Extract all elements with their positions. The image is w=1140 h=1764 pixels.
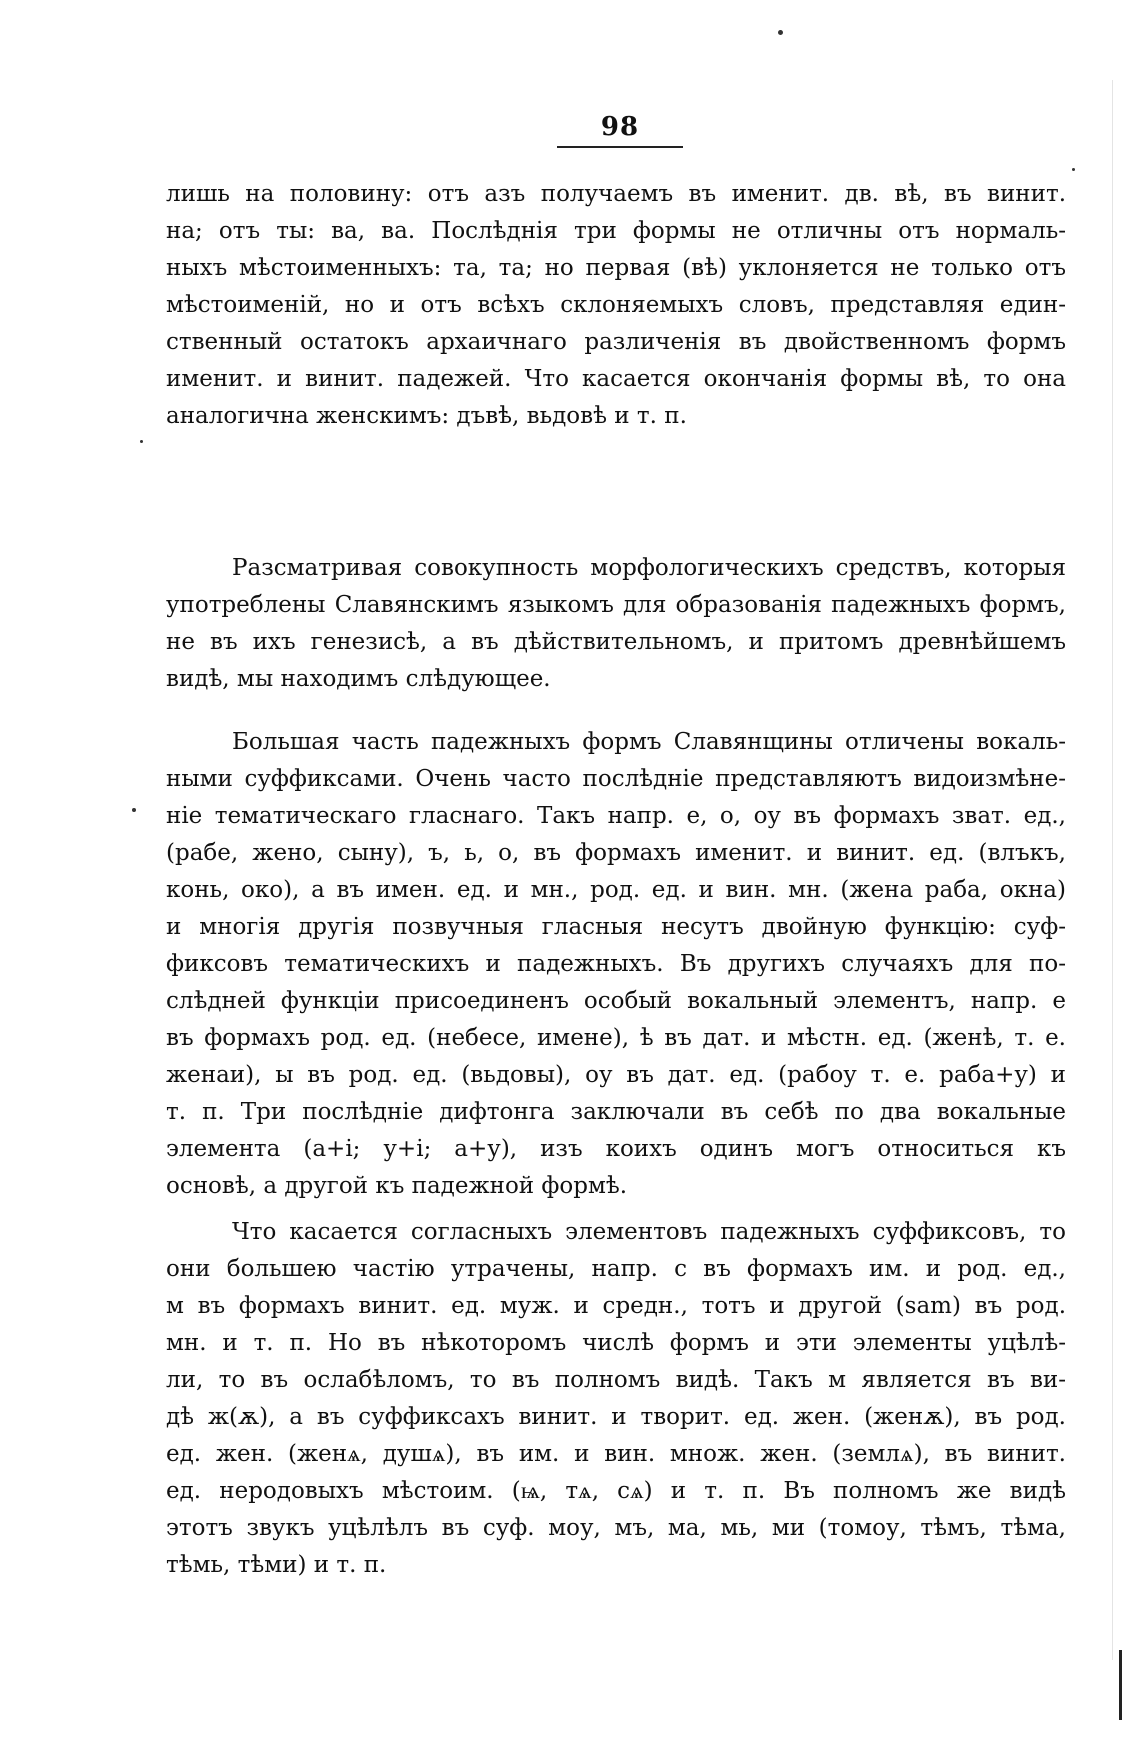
text-line: Разсматривая совокупность морфологическихъ средствъ, которыя	[232, 555, 1066, 581]
text-line: на; отъ ты: ва, ва. Послѣднія три формы не отличны отъ нормаль-	[166, 218, 1066, 244]
scan-shadow-line	[1112, 80, 1113, 1660]
text-line: женаи), ы въ род. ед. (вьдовы), оу въ дат. ед. (рабоу т. е. раба+у) и	[166, 1062, 1066, 1088]
text-line: ніе тематическаго гласнаго. Такъ напр. е, о, оу въ формахъ зват. ед.,	[166, 803, 1066, 829]
text-line: ед. неродовыхъ мѣстоим. (ѩ, тѧ, сѧ) и т. п. Въ полномъ же видѣ	[166, 1478, 1066, 1504]
text-line: Большая часть падежныхъ формъ Славянщины отличены вокаль-	[232, 729, 1066, 755]
text-line: тѣмь, тѣми) и т. п.	[166, 1552, 387, 1578]
scan-speck	[778, 30, 783, 35]
scan-speck	[132, 808, 136, 812]
text-line: конь, око), а въ имен. ед. и мн., род. ед. и вин. мн. (жена раба, окна)	[166, 877, 1066, 903]
text-line: этотъ звукъ уцѣлѣлъ въ суф. моу, мъ, ма, мь, ми (томоу, тѣмъ, тѣма,	[166, 1515, 1066, 1541]
text-line: аналогична женскимъ: дъвѣ, вьдовѣ и т. п.	[166, 403, 687, 429]
text-line: основѣ, а другой къ падежной формѣ.	[166, 1173, 628, 1199]
text-line: ли, то въ ослабѣломъ, то въ полномъ видѣ. Такъ м является въ ви-	[166, 1367, 1066, 1393]
paragraph-3	[166, 724, 1066, 1205]
text-line: слѣдней функціи присоединенъ особый вокальный элементъ, напр. е	[166, 988, 1066, 1014]
paragraph-1	[166, 176, 1066, 435]
text-line: фиксовъ тематическихъ и падежныхъ. Въ другихъ случаяхъ для по-	[166, 951, 1066, 977]
text-line: не въ ихъ генезисѣ, а въ дѣйствительномъ, и притомъ древнѣйшемъ	[166, 629, 1066, 655]
text-line: и многія другія позвучныя гласныя несутъ двойную функцію: суф-	[166, 914, 1066, 940]
text-line: ственный остатокъ архаичнаго различенія въ двойственномъ формъ	[166, 329, 1066, 355]
text-line: лишь на половину: отъ азъ получаемъ въ именит. дв. вѣ, въ винит.	[166, 181, 1066, 207]
page-number-rule	[557, 146, 683, 148]
text-line: ными суффиксами. Очень часто послѣдніе представляютъ видоизмѣне-	[166, 766, 1066, 792]
text-line: элемента (а+і; у+і; а+у), изъ коихъ одинъ могъ относиться къ	[166, 1136, 1066, 1162]
text-line: ед. жен. (женѧ, душѧ), въ им. и вин. множ. жен. (землѧ), въ винит.	[166, 1441, 1066, 1467]
text-line: ныхъ мѣстоименныхъ: та, та; но первая (вѣ) уклоняется не только отъ	[166, 255, 1066, 281]
text-line: видѣ, мы находимъ слѣдующее.	[166, 666, 551, 692]
text-line: мѣстоименій, но и отъ всѣхъ склоняемыхъ словъ, представляя един-	[166, 292, 1066, 318]
text-line: (рабе, жено, сыну), ъ, ь, о, въ формахъ именит. и винит. ед. (влъкъ,	[166, 840, 1066, 866]
paragraph-4	[166, 1214, 1066, 1584]
text-line: Что касается согласныхъ элементовъ падежныхъ суффиксовъ, то	[232, 1219, 1066, 1245]
text-line: въ формахъ род. ед. (небесе, имене), ѣ въ дат. и мѣстн. ед. (женѣ, т. е.	[166, 1025, 1066, 1051]
text-line: употреблены Славянскимъ языкомъ для образованія падежныхъ формъ,	[166, 592, 1066, 618]
paragraph-2	[166, 550, 1066, 698]
text-line: т. п. Три послѣдніе дифтонга заключали въ себѣ по два вокальные	[166, 1099, 1066, 1125]
scan-edge-mark	[1119, 1650, 1122, 1720]
text-line: дѣ ж(ѫ), а въ суффиксахъ винит. и творит. ед. жен. (женѫ), въ род.	[166, 1404, 1066, 1430]
text-line: именит. и винит. падежей. Что касается окончанія формы вѣ, то она	[166, 366, 1066, 392]
text-line: мн. и т. п. Но въ нѣкоторомъ числѣ формъ и эти элементы уцѣлѣ-	[166, 1330, 1066, 1356]
page-number: 98	[600, 112, 640, 142]
text-line: м въ формахъ винит. ед. муж. и средн., тотъ и другой (sam) въ род.	[166, 1293, 1066, 1319]
scan-speck	[140, 440, 143, 443]
scan-speck	[1072, 168, 1075, 171]
text-line: они большею частію утрачены, напр. с въ формахъ им. и род. ед.,	[166, 1256, 1066, 1282]
